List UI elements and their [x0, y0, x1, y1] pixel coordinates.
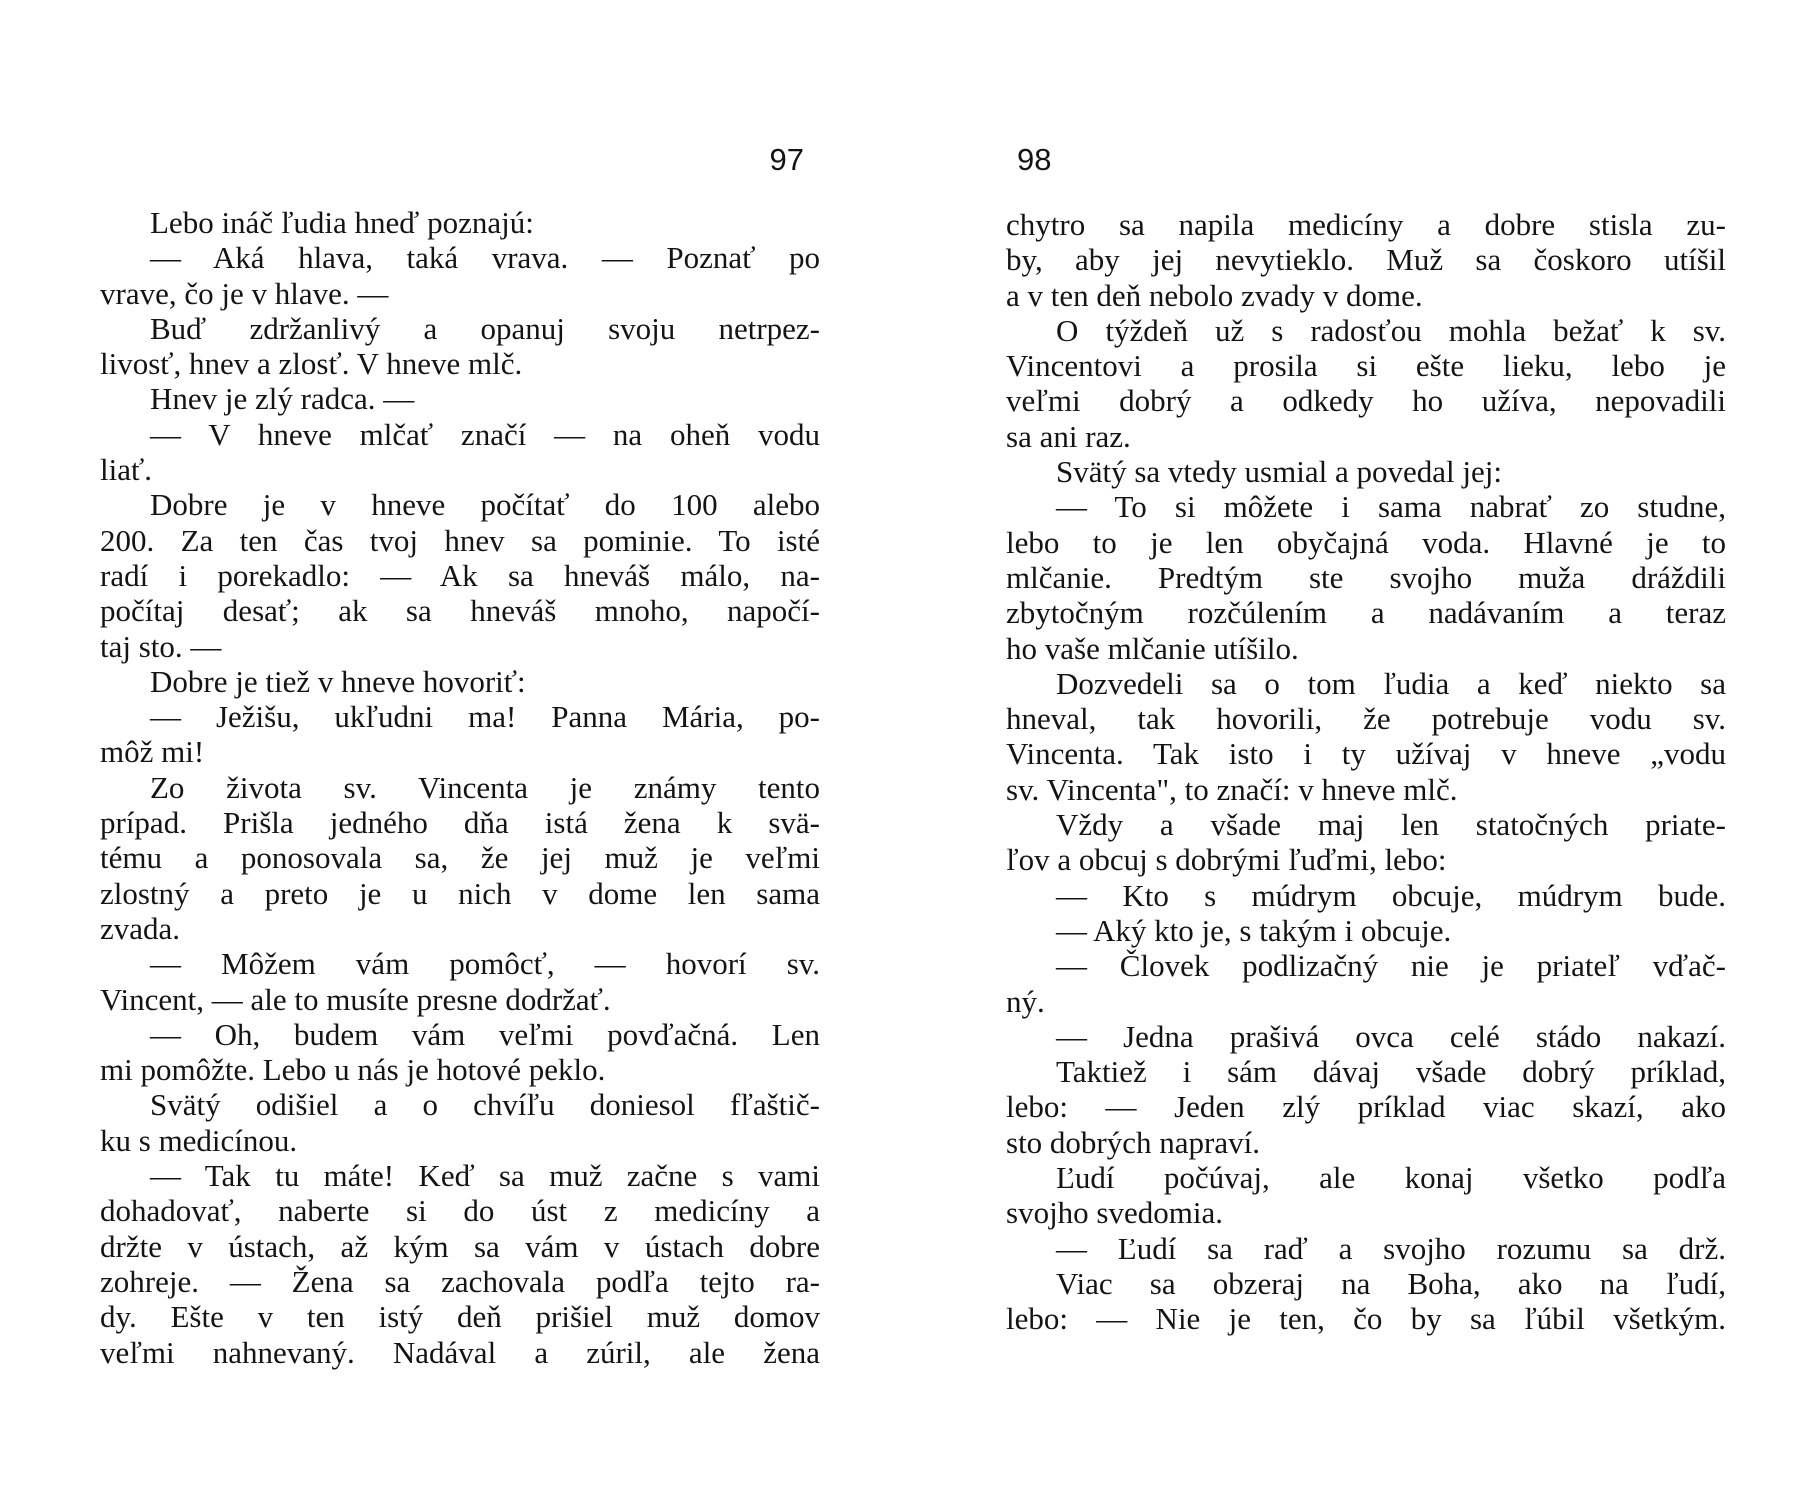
text-line: Lebo ináč ľudia hneď poznajú: [150, 205, 534, 240]
page-number: 98 [1017, 142, 1052, 177]
text-line: taj sto. — [100, 628, 222, 664]
page-text [100, 205, 820, 1370]
text-line: veľmi dobrý a odkedy ho užíva, nepovadili [1006, 383, 1726, 419]
text-line: hneval, tak hovorili, že potrebuje vodu sv. [1006, 701, 1726, 737]
text-line: — To si môžete i sama nabrať zo studne, [1056, 489, 1726, 525]
text-line: ku s medicínou. [100, 1122, 298, 1158]
text-line: Vincentovi a prosila si ešte lieku, lebo je [1006, 348, 1726, 384]
text-line: sa ani raz. [1006, 418, 1131, 454]
text-line: ný. [1006, 983, 1045, 1019]
text-line: a v ten deň nebolo zvady v dome. [1006, 277, 1423, 313]
text-line: svojho svedomia. [1006, 1195, 1223, 1231]
text-line: mlčanie. Predtým ste svojho muža dráždili [1006, 559, 1726, 595]
text-line: Viac sa obzeraj na Boha, ako na ľudí, [1056, 1265, 1726, 1301]
text-line: Svätý odišiel a o chvíľu doniesol fľaštič- [150, 1087, 820, 1123]
text-line: Taktiež i sám dávaj všade dobrý príklad, [1056, 1054, 1726, 1090]
text-line: radí i porekadlo: — Ak sa hneváš málo, na- [100, 557, 820, 593]
text-line: tému a ponosovala sa, že jej muž je veľmi [100, 840, 820, 876]
text-line: zvada. [100, 910, 181, 946]
text-line: mi pomôžte. Lebo u nás je hotové peklo. [100, 1052, 606, 1088]
text-line: — Aká hlava, taká vrava. — Poznať po [150, 240, 820, 276]
text-line: sv. Vincenta", to značí: v hneve mlč. [1006, 771, 1458, 807]
text-line: — Môžem vám pomôcť, — hovorí sv. [150, 946, 820, 982]
text-line: Dozvedeli sa o tom ľudia a keď niekto sa [1056, 665, 1726, 701]
text-line: — Tak tu máte! Keď sa muž začne s vami [150, 1158, 820, 1194]
text-line: Vincent, — ale to musíte presne dodržať. [100, 981, 611, 1017]
text-line: ľov a obcuj s dobrými ľuďmi, lebo: [1006, 842, 1447, 878]
text-line: sto dobrých napraví. [1006, 1124, 1260, 1160]
text-line: prípad. Prišla jedného dňa istá žena k svä- [100, 805, 820, 841]
text-line: Vždy a všade maj len statočných priate- [1056, 807, 1726, 843]
text-line: lebo to je len obyčajná voda. Hlavné je to [1006, 524, 1726, 560]
page-text [1006, 207, 1726, 1337]
text-line: Dobre je v hneve počítať do 100 alebo [150, 487, 820, 523]
text-line: by, aby jej nevytieklo. Muž sa čoskoro utíšil [1006, 242, 1726, 278]
text-line: Ľudí počúvaj, ale konaj všetko podľa [1056, 1160, 1726, 1196]
text-line: Hnev je zlý radca. — [150, 381, 415, 417]
text-line: — V hneve mlčať značí — na oheň vodu [150, 416, 820, 452]
text-line: počítaj desať; ak sa hneváš mnoho, napočí- [100, 593, 820, 629]
text-line: — Oh, budem vám veľmi povďačná. Len [150, 1016, 820, 1052]
right-page [1006, 0, 1726, 1500]
text-line: dy. Ešte v ten istý deň prišiel muž domov [100, 1299, 820, 1335]
text-line: — Ľudí sa raď a svojho rozumu sa drž. [1056, 1230, 1726, 1266]
text-line: zbytočným rozčúlením a nadávaním a teraz [1006, 595, 1726, 631]
text-line: chytro sa napila medicíny a dobre stisla zu- [1006, 207, 1726, 242]
text-line: Dobre je tiež v hneve hovoriť: [150, 663, 526, 699]
text-line: vrave, čo je v hlave. — [100, 275, 389, 311]
text-line: zlostný a preto je u nich v dome len sama [100, 875, 820, 911]
text-line: Svätý sa vtedy usmial a povedal jej: [1056, 454, 1502, 490]
text-line: veľmi nahnevaný. Nadával a zúril, ale žena [100, 1334, 820, 1370]
text-line: O týždeň už s radosťou mohla bežať k sv. [1056, 312, 1726, 348]
text-line: držte v ústach, až kým sa vám v ústach dobre [100, 1228, 820, 1264]
text-line: dohadovať, naberte si do úst z medicíny a [100, 1193, 820, 1229]
text-line: liať. [100, 452, 152, 488]
text-line: — Kto s múdrym obcuje, múdrym bude. [1056, 877, 1726, 913]
text-line: — Človek podlizačný nie je priateľ vďač- [1056, 948, 1726, 984]
text-line: — Ježišu, ukľudni ma! Panna Mária, po- [150, 699, 820, 735]
text-line: Buď zdržanlivý a opanuj svoju netrpez- [150, 310, 820, 346]
text-line: môž mi! [100, 734, 205, 770]
text-line: 200. Za ten čas tvoj hnev sa pominie. To isté [100, 522, 820, 558]
text-line: Vincenta. Tak isto i ty užívaj v hneve „vodu [1006, 736, 1726, 772]
text-line: Zo života sv. Vincenta je známy tento [150, 769, 820, 805]
text-line: ho vaše mlčanie utíšilo. [1006, 630, 1299, 666]
text-line: livosť, hnev a zlosť. V hneve mlč. [100, 346, 523, 382]
page-number: 97 [769, 142, 804, 177]
left-page [100, 0, 820, 1500]
text-line: — Jedna prašivá ovca celé stádo nakazí. [1056, 1018, 1726, 1054]
text-line: lebo: — Jeden zlý príklad viac skazí, ako [1006, 1089, 1726, 1125]
text-line: zohreje. — Žena sa zachovala podľa tejto ra- [100, 1263, 820, 1299]
text-line: lebo: — Nie je ten, čo by sa ľúbil všetkým. [1006, 1301, 1726, 1337]
text-line: — Aký kto je, s takým i obcuje. [1056, 912, 1452, 948]
